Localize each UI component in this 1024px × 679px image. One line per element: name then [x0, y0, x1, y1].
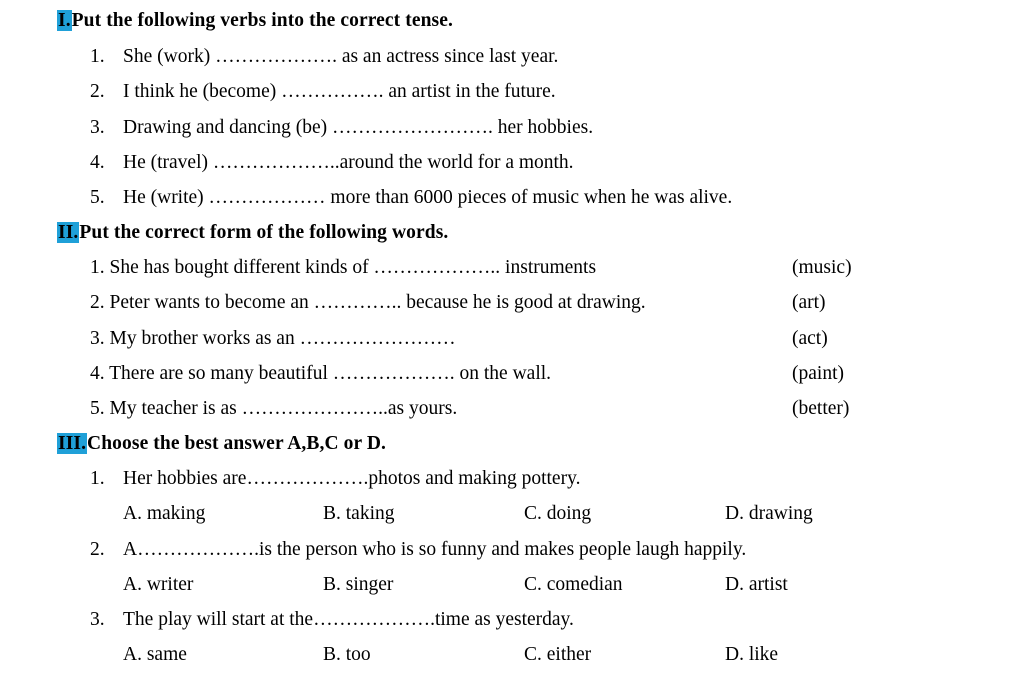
question-3 — [90, 608, 574, 632]
section-2-item-5-word: (better) — [792, 398, 850, 419]
item-number: 4. — [90, 152, 105, 173]
question-2-option-b: B. singer — [323, 574, 394, 595]
item-text: She (work) ………………. as an actress since last year. — [123, 46, 559, 67]
section-2-item-1-word: (music) — [792, 257, 852, 278]
section-2-item-4-word: (paint) — [792, 363, 844, 384]
section-3-heading — [57, 432, 386, 456]
item-text: He (travel) ………………..around the world for a month. — [123, 152, 574, 173]
question-2-option-a: A. writer — [123, 574, 194, 595]
section-2-item-5 — [90, 397, 457, 421]
section-2-item-3-word: (act) — [792, 328, 828, 349]
question-1 — [90, 467, 580, 491]
question-3-option-b: B. too — [323, 644, 371, 665]
section-3-title: Choose the best answer A,B,C or D. — [87, 433, 387, 454]
item-number: 3. — [90, 117, 105, 138]
section-2-title: Put the correct form of the following words. — [79, 222, 449, 243]
question-number: 3. — [90, 609, 105, 630]
section-2-item-1 — [90, 256, 596, 280]
question-2 — [90, 538, 746, 562]
question-number: 1. — [90, 468, 105, 489]
item-number: 5. — [90, 187, 105, 208]
question-number: 2. — [90, 539, 105, 560]
question-1-option-d: D. drawing — [725, 503, 813, 524]
question-3-option-d: D. like — [725, 644, 779, 665]
section-1-heading — [57, 9, 453, 33]
item-text: 3. My brother works as an …………………… — [90, 328, 456, 349]
item-text: 1. She has bought different kinds of ……………….. instruments — [90, 257, 597, 278]
section-1-item-2 — [90, 80, 556, 104]
question-text: A……………….is the person who is so funny and makes people laugh happily. — [123, 539, 747, 560]
item-text: 5. My teacher is as …………………..as yours. — [90, 398, 458, 419]
section-1-item-1 — [90, 45, 558, 69]
question-3-option-a: A. same — [123, 644, 187, 665]
item-text: Drawing and dancing (be) ……………………. her hobbies. — [123, 117, 594, 138]
question-2-option-c: C. comedian — [524, 574, 623, 595]
item-text: 2. Peter wants to become an ………….. because he is good at drawing. — [90, 292, 646, 313]
section-2-item-4 — [90, 362, 551, 386]
question-1-option-c: C. doing — [524, 503, 592, 524]
section-3-marker: III. — [58, 433, 87, 454]
question-text: The play will start at the……………….time as yesterday. — [123, 609, 574, 630]
item-text: I think he (become) ……………. an artist in the future. — [123, 81, 556, 102]
section-1-item-4 — [90, 151, 574, 175]
section-1-item-5 — [90, 186, 732, 210]
question-1-option-b: B. taking — [323, 503, 395, 524]
section-2-marker: II. — [58, 222, 79, 243]
question-1-option-a: A. making — [123, 503, 206, 524]
question-2-option-d: D. artist — [725, 574, 788, 595]
item-text: 4. There are so many beautiful ………………. on the wall. — [90, 363, 552, 384]
question-3-option-c: C. either — [524, 644, 592, 665]
section-2-heading — [57, 221, 448, 245]
item-number: 1. — [90, 46, 105, 67]
item-text: He (write) ……………… more than 6000 pieces of music when he was alive. — [123, 187, 733, 208]
section-1-item-3 — [90, 116, 593, 140]
section-1-title: Put the following verbs into the correct tense. — [71, 10, 453, 31]
section-1-marker: I. — [58, 10, 71, 31]
section-2-item-2-word: (art) — [792, 292, 826, 313]
question-text: Her hobbies are……………….photos and making pottery. — [123, 468, 581, 489]
item-number: 2. — [90, 81, 105, 102]
section-2-item-2 — [90, 291, 646, 315]
section-2-item-3 — [90, 327, 456, 351]
